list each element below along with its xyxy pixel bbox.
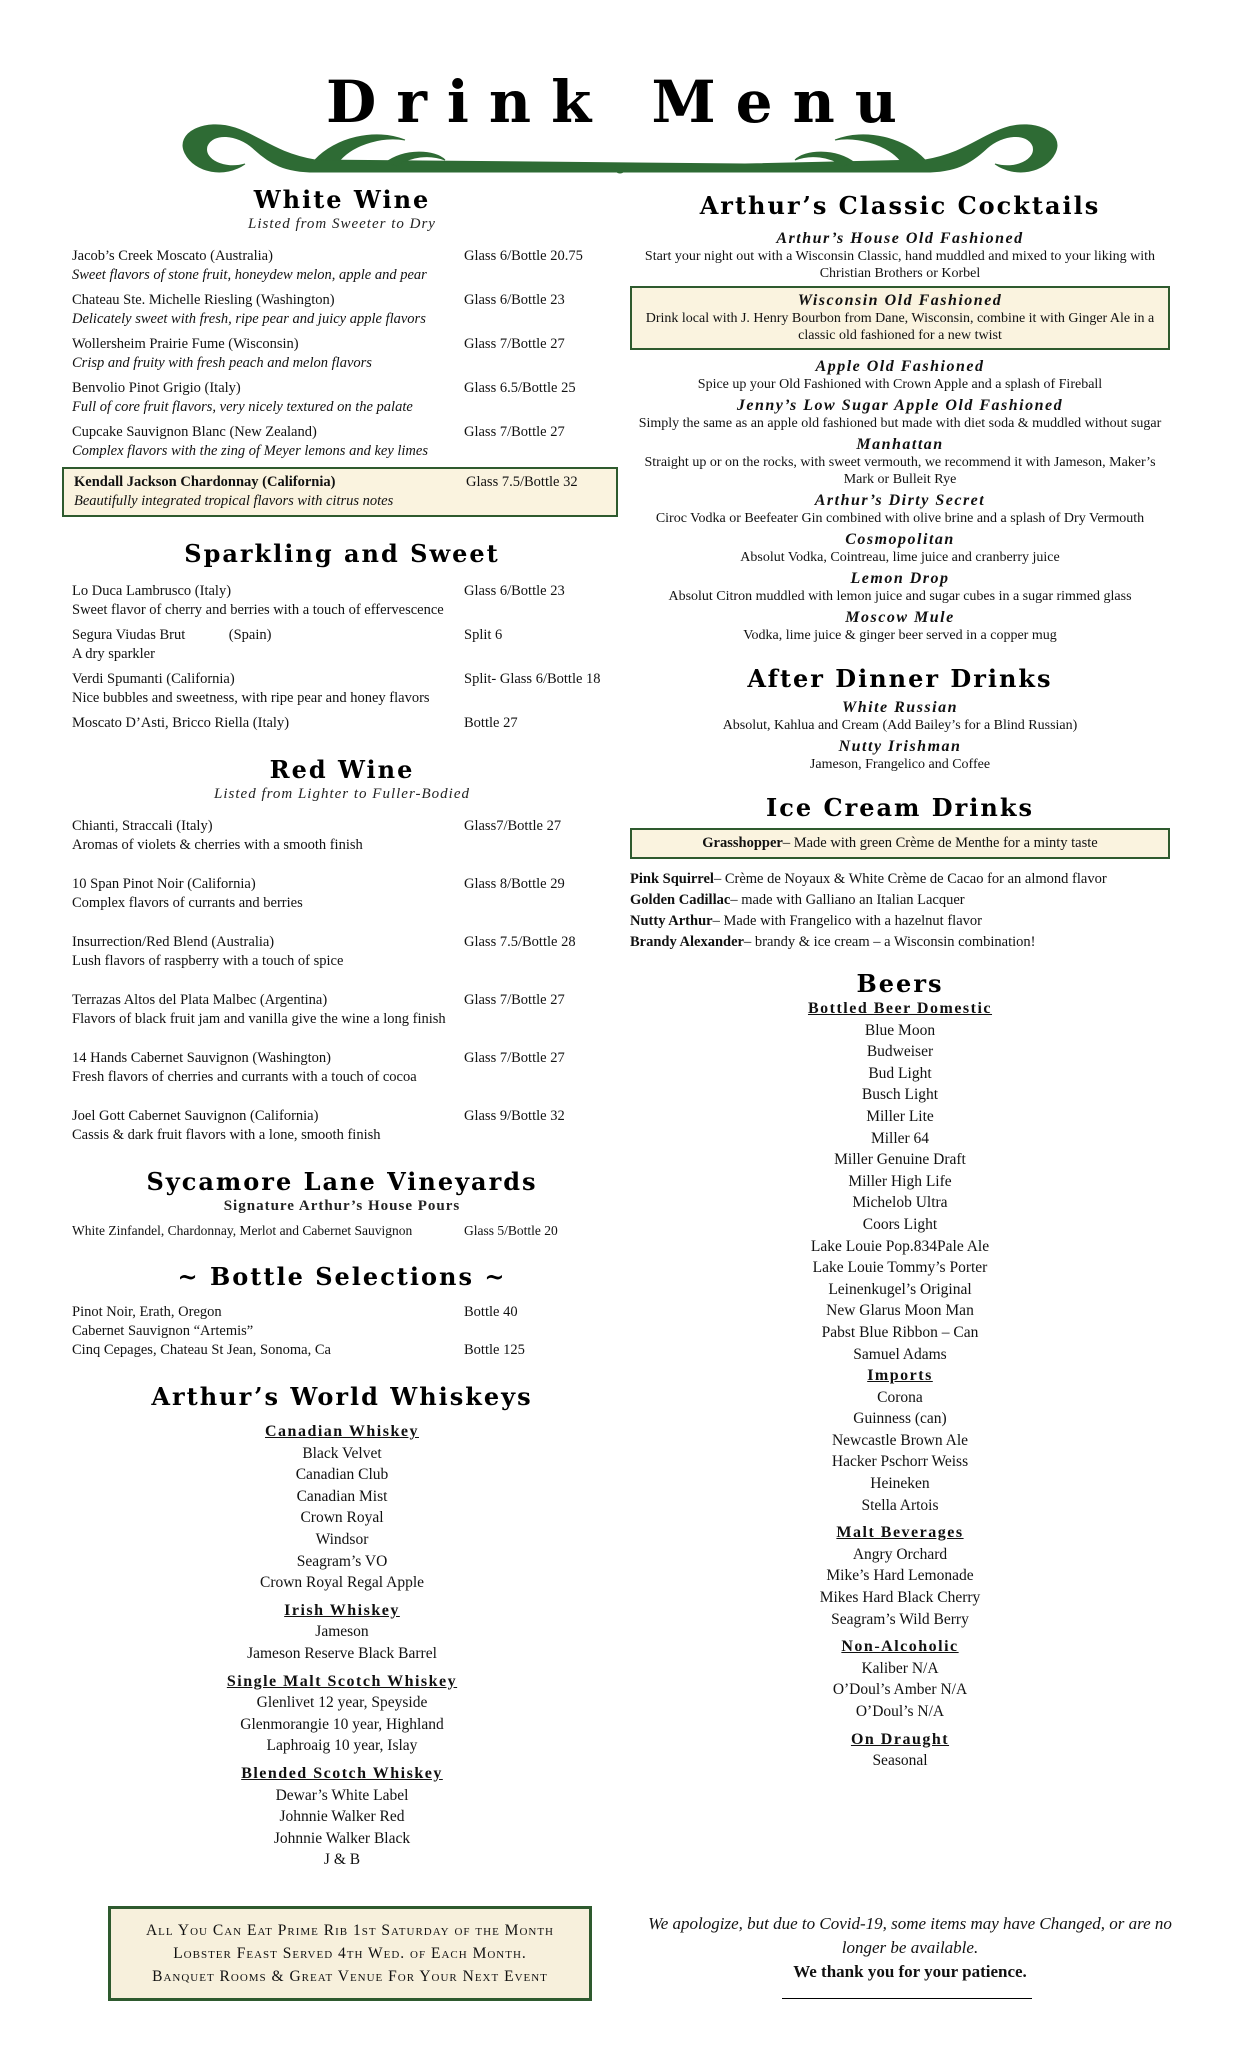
wine-price: Glass 6/Bottle 23 xyxy=(464,292,565,308)
list-item: Hacker Pschorr Weiss xyxy=(831,1453,969,1471)
wine-desc: Fresh flavors of cherries and currants with a touch of cocoa xyxy=(72,1069,417,1085)
cocktail-desc: Absolut, Kahlua and Cream (Add Bailey’s for a Blind Russian) xyxy=(722,718,1078,733)
ice-cream-title: Ice Cream Drinks xyxy=(766,793,1034,822)
list-item: Kaliber N/A xyxy=(861,1659,939,1677)
list-item: Guinness (can) xyxy=(853,1410,947,1428)
list-item: Seagram’s VO xyxy=(296,1552,388,1570)
list-item: Jameson Reserve Black Barrel xyxy=(247,1644,437,1662)
wine-name: Cupcake Sauvignon Blanc (New Zealand) xyxy=(72,424,317,440)
list-item: Lake Louie Tommy’s Porter xyxy=(812,1259,988,1277)
beers-title: Beers xyxy=(856,969,944,998)
ice-cream-desc: – Made with green Crème de Menthe for a minty taste xyxy=(782,835,1098,851)
right-column xyxy=(630,185,1170,1772)
wine-price: Glass 7.5/Bottle 32 xyxy=(466,474,578,490)
wine-item xyxy=(72,933,612,971)
wine-desc: Crisp and fruity with fresh peach and melon flavors xyxy=(72,355,372,371)
cocktail-desc: Jameson, Frangelico and Coffee xyxy=(809,757,991,772)
menu-title: Drink Menu xyxy=(326,68,917,136)
ice-cream-name: Grasshopper xyxy=(702,835,783,851)
wine-item-featured xyxy=(62,467,618,517)
red-wine-subtitle: Listed from Lighter to Fuller-Bodied xyxy=(214,786,470,802)
wine-desc: Sweet flavors of stone fruit, honeydew melon, apple and pear xyxy=(72,267,427,283)
wine-desc: Lush flavors of raspberry with a touch of spice xyxy=(72,953,344,969)
cocktail-name: Arthur’s Dirty Secret xyxy=(814,492,986,509)
whiskey-category: Irish Whiskey xyxy=(284,1601,400,1619)
wine-price: Glass 8/Bottle 29 xyxy=(464,876,565,892)
wine-item xyxy=(72,379,612,417)
list-item: O’Doul’s Amber N/A xyxy=(832,1681,968,1699)
list-item: Seagram’s Wild Berry xyxy=(831,1610,969,1628)
covid-note-thanks: We thank you for your patience. xyxy=(793,1962,1027,1981)
promo-line: All You Can Eat Prime Rib 1st Saturday of the Month xyxy=(145,1922,554,1939)
cocktail-item xyxy=(630,609,1170,644)
list-item: Heineken xyxy=(870,1475,930,1493)
list-item: Johnnie Walker Black xyxy=(273,1829,411,1847)
cocktail-name: White Russian xyxy=(842,699,958,716)
list-item: Canadian Mist xyxy=(296,1487,388,1505)
bottle-selections-title: ~ Bottle Selections ~ xyxy=(177,1262,507,1291)
list-item: Miller 64 xyxy=(870,1129,930,1147)
cocktail-name: Manhattan xyxy=(856,436,944,453)
ice-cream-desc: – Made with Frangelico with a hazelnut flavor xyxy=(712,913,982,929)
wine-price: Glass 7.5/Bottle 28 xyxy=(464,934,576,950)
list-item: New Glarus Moon Man xyxy=(826,1302,974,1320)
wine-price: Split- Glass 6/Bottle 18 xyxy=(464,671,601,687)
wine-item xyxy=(72,714,612,733)
list-item: Dewar’s White Label xyxy=(275,1786,409,1804)
menu-header xyxy=(0,60,1243,180)
wine-price: Glass 6.5/Bottle 25 xyxy=(464,380,576,396)
list-item xyxy=(630,890,1170,911)
wine-item xyxy=(72,247,612,285)
red-wine-title: Red Wine xyxy=(269,755,415,784)
wine-name: Jacob’s Creek Moscato (Australia) xyxy=(72,248,273,264)
wine-price: Split 6 xyxy=(464,627,503,643)
wine-name: Segura Viudas Brut (Spain) xyxy=(72,627,272,643)
beer-category: Imports xyxy=(867,1367,933,1385)
cocktail-item xyxy=(630,570,1170,605)
wine-desc: Cassis & dark fruit flavors with a lone, smooth finish xyxy=(72,1127,381,1143)
list-item: Bud Light xyxy=(868,1064,932,1082)
wine-desc: Sweet flavor of cherry and berries with a touch of effervescence xyxy=(72,602,444,618)
list-item xyxy=(630,869,1170,890)
cocktail-name: Wisconsin Old Fashioned xyxy=(797,292,1003,309)
left-column xyxy=(72,185,612,1871)
wine-name: Kendall Jackson Chardonnay (California) xyxy=(74,474,336,490)
list-item: Busch Light xyxy=(861,1086,939,1104)
wine-price: Glass 5/Bottle 20 xyxy=(464,1223,558,1238)
wine-price: Glass 9/Bottle 32 xyxy=(464,1108,565,1124)
wine-name: 14 Hands Cabernet Sauvignon (Washington) xyxy=(72,1050,331,1066)
wine-price: Bottle 40 xyxy=(464,1304,518,1320)
cocktail-item xyxy=(630,397,1170,432)
cocktail-item xyxy=(630,436,1170,488)
wine-item xyxy=(72,423,612,461)
cocktail-name: Jenny’s Low Sugar Apple Old Fashioned xyxy=(736,397,1064,414)
wine-name: Chianti, Straccali (Italy) xyxy=(72,818,213,834)
cocktail-name: Apple Old Fashioned xyxy=(815,358,985,375)
wine-item xyxy=(72,1107,612,1145)
ice-cream-list xyxy=(630,869,1170,953)
whiskey-category: Blended Scotch Whiskey xyxy=(241,1764,443,1782)
list-item: Angry Orchard xyxy=(852,1545,948,1563)
cocktail-item xyxy=(630,358,1170,393)
wine-price: Glass 6/Bottle 20.75 xyxy=(464,248,583,264)
cocktail-desc: Drink local with J. Henry Bourbon from Dane, Wisconsin, combine it with Ginger Ale in a classic old fashioned for a new twist xyxy=(645,311,1155,343)
wine-price: Bottle 27 xyxy=(464,715,518,731)
wine-item xyxy=(72,875,612,913)
wine-price: Glass 6/Bottle 23 xyxy=(464,583,565,599)
wine-name: Terrazas Altos del Plata Malbec (Argentina) xyxy=(72,992,328,1008)
list-item: O’Doul’s N/A xyxy=(855,1703,945,1720)
beer-category: Bottled Beer Domestic xyxy=(807,1000,993,1017)
cocktail-item xyxy=(630,230,1170,282)
beer-category: On Draught xyxy=(850,1730,950,1748)
ice-cream-name: Nutty Arthur xyxy=(630,913,713,929)
promo-line: Lobster Feast Served 4th Wed. of Each Month. xyxy=(173,1945,527,1962)
covid-note xyxy=(640,1912,1180,1984)
ice-cream-desc: – brandy & ice cream – a Wisconsin combination! xyxy=(744,934,1036,950)
sparkling-title: Sparkling and Sweet xyxy=(184,539,500,568)
list-item: Samuel Adams xyxy=(853,1345,947,1363)
wine-price: Glass 7/Bottle 27 xyxy=(464,336,565,352)
whiskey-category: Single Malt Scotch Whiskey xyxy=(226,1672,458,1690)
cocktail-name: Cosmopolitan xyxy=(845,531,955,548)
list-item: Miller Lite xyxy=(866,1107,934,1125)
wine-name: Benvolio Pinot Grigio (Italy) xyxy=(72,380,241,396)
list-item: Miller High Life xyxy=(848,1172,952,1190)
wine-price: Bottle 125 xyxy=(464,1342,525,1358)
list-item: Seasonal xyxy=(872,1752,928,1770)
list-item: Jameson xyxy=(315,1623,369,1641)
list-item: Michelob Ultra xyxy=(852,1194,948,1212)
cocktail-desc: Start your night out with a Wisconsin Classic, hand muddled and mixed to your liking with Christian Brothers or Korbel xyxy=(644,249,1156,281)
list-item xyxy=(630,911,1170,932)
wine-name: White Zinfandel, Chardonnay, Merlot and Cabernet Sauvignon xyxy=(72,1223,413,1238)
list-item: Coors Light xyxy=(862,1215,938,1233)
cocktail-item-featured xyxy=(630,286,1170,350)
divider-line xyxy=(782,1998,1032,1999)
list-item: Miller Genuine Draft xyxy=(834,1151,966,1169)
list-item: Johnnie Walker Red xyxy=(279,1808,405,1826)
wine-name: Wollersheim Prairie Fume (Wisconsin) xyxy=(72,336,299,352)
cocktail-item xyxy=(630,492,1170,527)
wine-item xyxy=(72,817,612,855)
wine-name: Pinot Noir, Erath, Oregon xyxy=(72,1304,222,1320)
cocktails-title: Arthur’s Classic Cocktails xyxy=(699,191,1101,220)
list-item: Newcastle Brown Ale xyxy=(831,1431,969,1449)
beer-category: Malt Beverages xyxy=(836,1524,964,1542)
ice-cream-name: Pink Squirrel xyxy=(630,871,714,887)
cocktail-desc: Ciroc Vodka or Beefeater Gin combined with olive brine and a splash of Dry Vermouth xyxy=(655,511,1145,526)
wine-name: Joel Gott Cabernet Sauvignon (California) xyxy=(72,1108,319,1124)
list-item: Black Velvet xyxy=(302,1444,382,1462)
after-dinner-title: After Dinner Drinks xyxy=(747,664,1053,693)
list-item: Windsor xyxy=(315,1530,369,1548)
cocktail-desc: Spice up your Old Fashioned with Crown Apple and a splash of Fireball xyxy=(697,377,1103,392)
promo-line: Banquet Rooms & Great Venue For Your Next Event xyxy=(152,1968,548,1985)
cocktail-desc: Straight up or on the rocks, with sweet vermouth, we recommend it with Jameson, Maker’s Mark or Bulleit Rye xyxy=(644,455,1156,487)
ice-cream-name: Brandy Alexander xyxy=(630,934,744,950)
list-item: J & B xyxy=(323,1851,361,1869)
wine-name: Lo Duca Lambrusco (Italy) xyxy=(72,583,232,599)
wine-price: Glass 7/Bottle 27 xyxy=(464,1050,565,1066)
promo-box xyxy=(108,1906,592,2001)
list-item: Crown Royal Regal Apple xyxy=(259,1574,425,1592)
wine-item xyxy=(72,1221,612,1240)
wine-desc: Beautifully integrated tropical flavors with citrus notes xyxy=(74,493,394,509)
wine-item xyxy=(72,1341,612,1360)
cocktail-desc: Absolut Citron muddled with lemon juice and sugar cubes in a sugar rimmed glass xyxy=(668,589,1132,604)
list-item: Corona xyxy=(877,1388,923,1406)
wine-name: Insurrection/Red Blend (Australia) xyxy=(72,934,275,950)
beer-category: Non-Alcoholic xyxy=(841,1638,959,1656)
wine-desc: Nice bubbles and sweetness, with ripe pear and honey flavors xyxy=(72,690,430,706)
ice-cream-desc: – made with Galliano an Italian Lacquer xyxy=(730,892,965,908)
wine-item xyxy=(72,626,612,664)
wine-name: Verdi Spumanti (California) xyxy=(72,671,235,687)
wine-item xyxy=(72,670,612,708)
ice-cream-desc: – Crème de Noyaux & White Crème de Cacao for an almond flavor xyxy=(713,871,1107,887)
white-wine-subtitle: Listed from Sweeter to Dry xyxy=(248,216,436,232)
wine-desc: Full of core fruit flavors, very nicely textured on the palate xyxy=(72,399,413,415)
wine-desc: A dry sparkler xyxy=(72,646,155,662)
list-item: Leinenkugel’s Original xyxy=(828,1280,972,1298)
cocktail-item xyxy=(630,531,1170,566)
wine-item xyxy=(72,335,612,373)
beer-list xyxy=(630,998,1170,1772)
list-item: Crown Royal xyxy=(300,1509,384,1527)
wine-name: Chateau Ste. Michelle Riesling (Washington) xyxy=(72,292,335,308)
wine-desc: Complex flavors with the zing of Meyer lemons and key limes xyxy=(72,443,428,459)
wine-desc: Aromas of violets & cherries with a smooth finish xyxy=(72,837,363,853)
list-item: Lake Louie Pop.834Pale Ale xyxy=(810,1237,990,1255)
wine-name: 10 Span Pinot Noir (California) xyxy=(72,876,256,892)
whiskey-category: Canadian Whiskey xyxy=(265,1423,419,1440)
cocktail-desc: Simply the same as an apple old fashioned but made with diet soda & muddled without sugar xyxy=(638,416,1162,431)
wine-name: Cinq Cepages, Chateau St Jean, Sonoma, Ca xyxy=(72,1342,331,1358)
list-item: Budweiser xyxy=(866,1043,934,1061)
wine-desc: Delicately sweet with fresh, ripe pear and juicy apple flavors xyxy=(72,311,426,327)
cocktail-name: Nutty Irishman xyxy=(838,738,962,755)
wine-item xyxy=(72,1322,612,1341)
wine-item xyxy=(72,291,612,329)
wine-price: Glass7/Bottle 27 xyxy=(464,818,562,834)
cocktail-desc: Vodka, lime juice & ginger beer served in a copper mug xyxy=(743,628,1057,643)
wine-price: Glass 7/Bottle 27 xyxy=(464,424,565,440)
ice-cream-name: Golden Cadillac xyxy=(630,892,731,908)
cocktail-name: Arthur’s House Old Fashioned xyxy=(776,230,1024,247)
cocktail-desc: Absolut Vodka, Cointreau, lime juice and cranberry juice xyxy=(740,550,1060,565)
list-item: Blue Moon xyxy=(864,1021,936,1039)
wine-name: Cabernet Sauvignon “Artemis” xyxy=(72,1323,254,1339)
wine-item xyxy=(72,1303,612,1322)
sycamore-title: Sycamore Lane Vineyards xyxy=(146,1167,538,1196)
wine-item xyxy=(72,991,612,1029)
list-item xyxy=(630,932,1170,953)
wine-item xyxy=(72,1049,612,1087)
wine-item xyxy=(72,582,612,620)
list-item: Pabst Blue Ribbon – Can xyxy=(821,1323,979,1341)
ice-cream-featured xyxy=(630,828,1170,859)
cocktail-item xyxy=(630,738,1170,773)
list-item: Stella Artois xyxy=(861,1496,939,1514)
whiskeys-title: Arthur’s World Whiskeys xyxy=(151,1382,533,1411)
covid-note-text: We apologize, but due to Covid-19, some items may have Changed, or are no longer be available. xyxy=(648,1914,1172,1957)
cocktail-name: Moscow Mule xyxy=(845,609,955,626)
list-item: Mike’s Hard Lemonade xyxy=(826,1567,974,1585)
list-item: Canadian Club xyxy=(295,1466,389,1484)
cocktail-name: Lemon Drop xyxy=(850,570,950,587)
sycamore-subtitle: Signature Arthur’s House Pours xyxy=(223,1198,461,1214)
whiskey-list xyxy=(72,1421,612,1871)
wine-desc: Flavors of black fruit jam and vanilla give the wine a long finish xyxy=(72,1011,446,1027)
wine-desc: Complex flavors of currants and berries xyxy=(72,895,303,911)
list-item: Glenlivet 12 year, Speyside xyxy=(256,1694,428,1712)
cocktail-item xyxy=(630,699,1170,734)
white-wine-title: White Wine xyxy=(253,185,431,214)
list-item: Glenmorangie 10 year, Highland xyxy=(240,1715,444,1733)
wine-name: Moscato D’Asti, Bricco Riella (Italy) xyxy=(72,715,290,731)
wine-price: Glass 7/Bottle 27 xyxy=(464,992,565,1008)
list-item: Laphroaig 10 year, Islay xyxy=(266,1737,418,1755)
list-item: Mikes Hard Black Cherry xyxy=(819,1589,981,1607)
